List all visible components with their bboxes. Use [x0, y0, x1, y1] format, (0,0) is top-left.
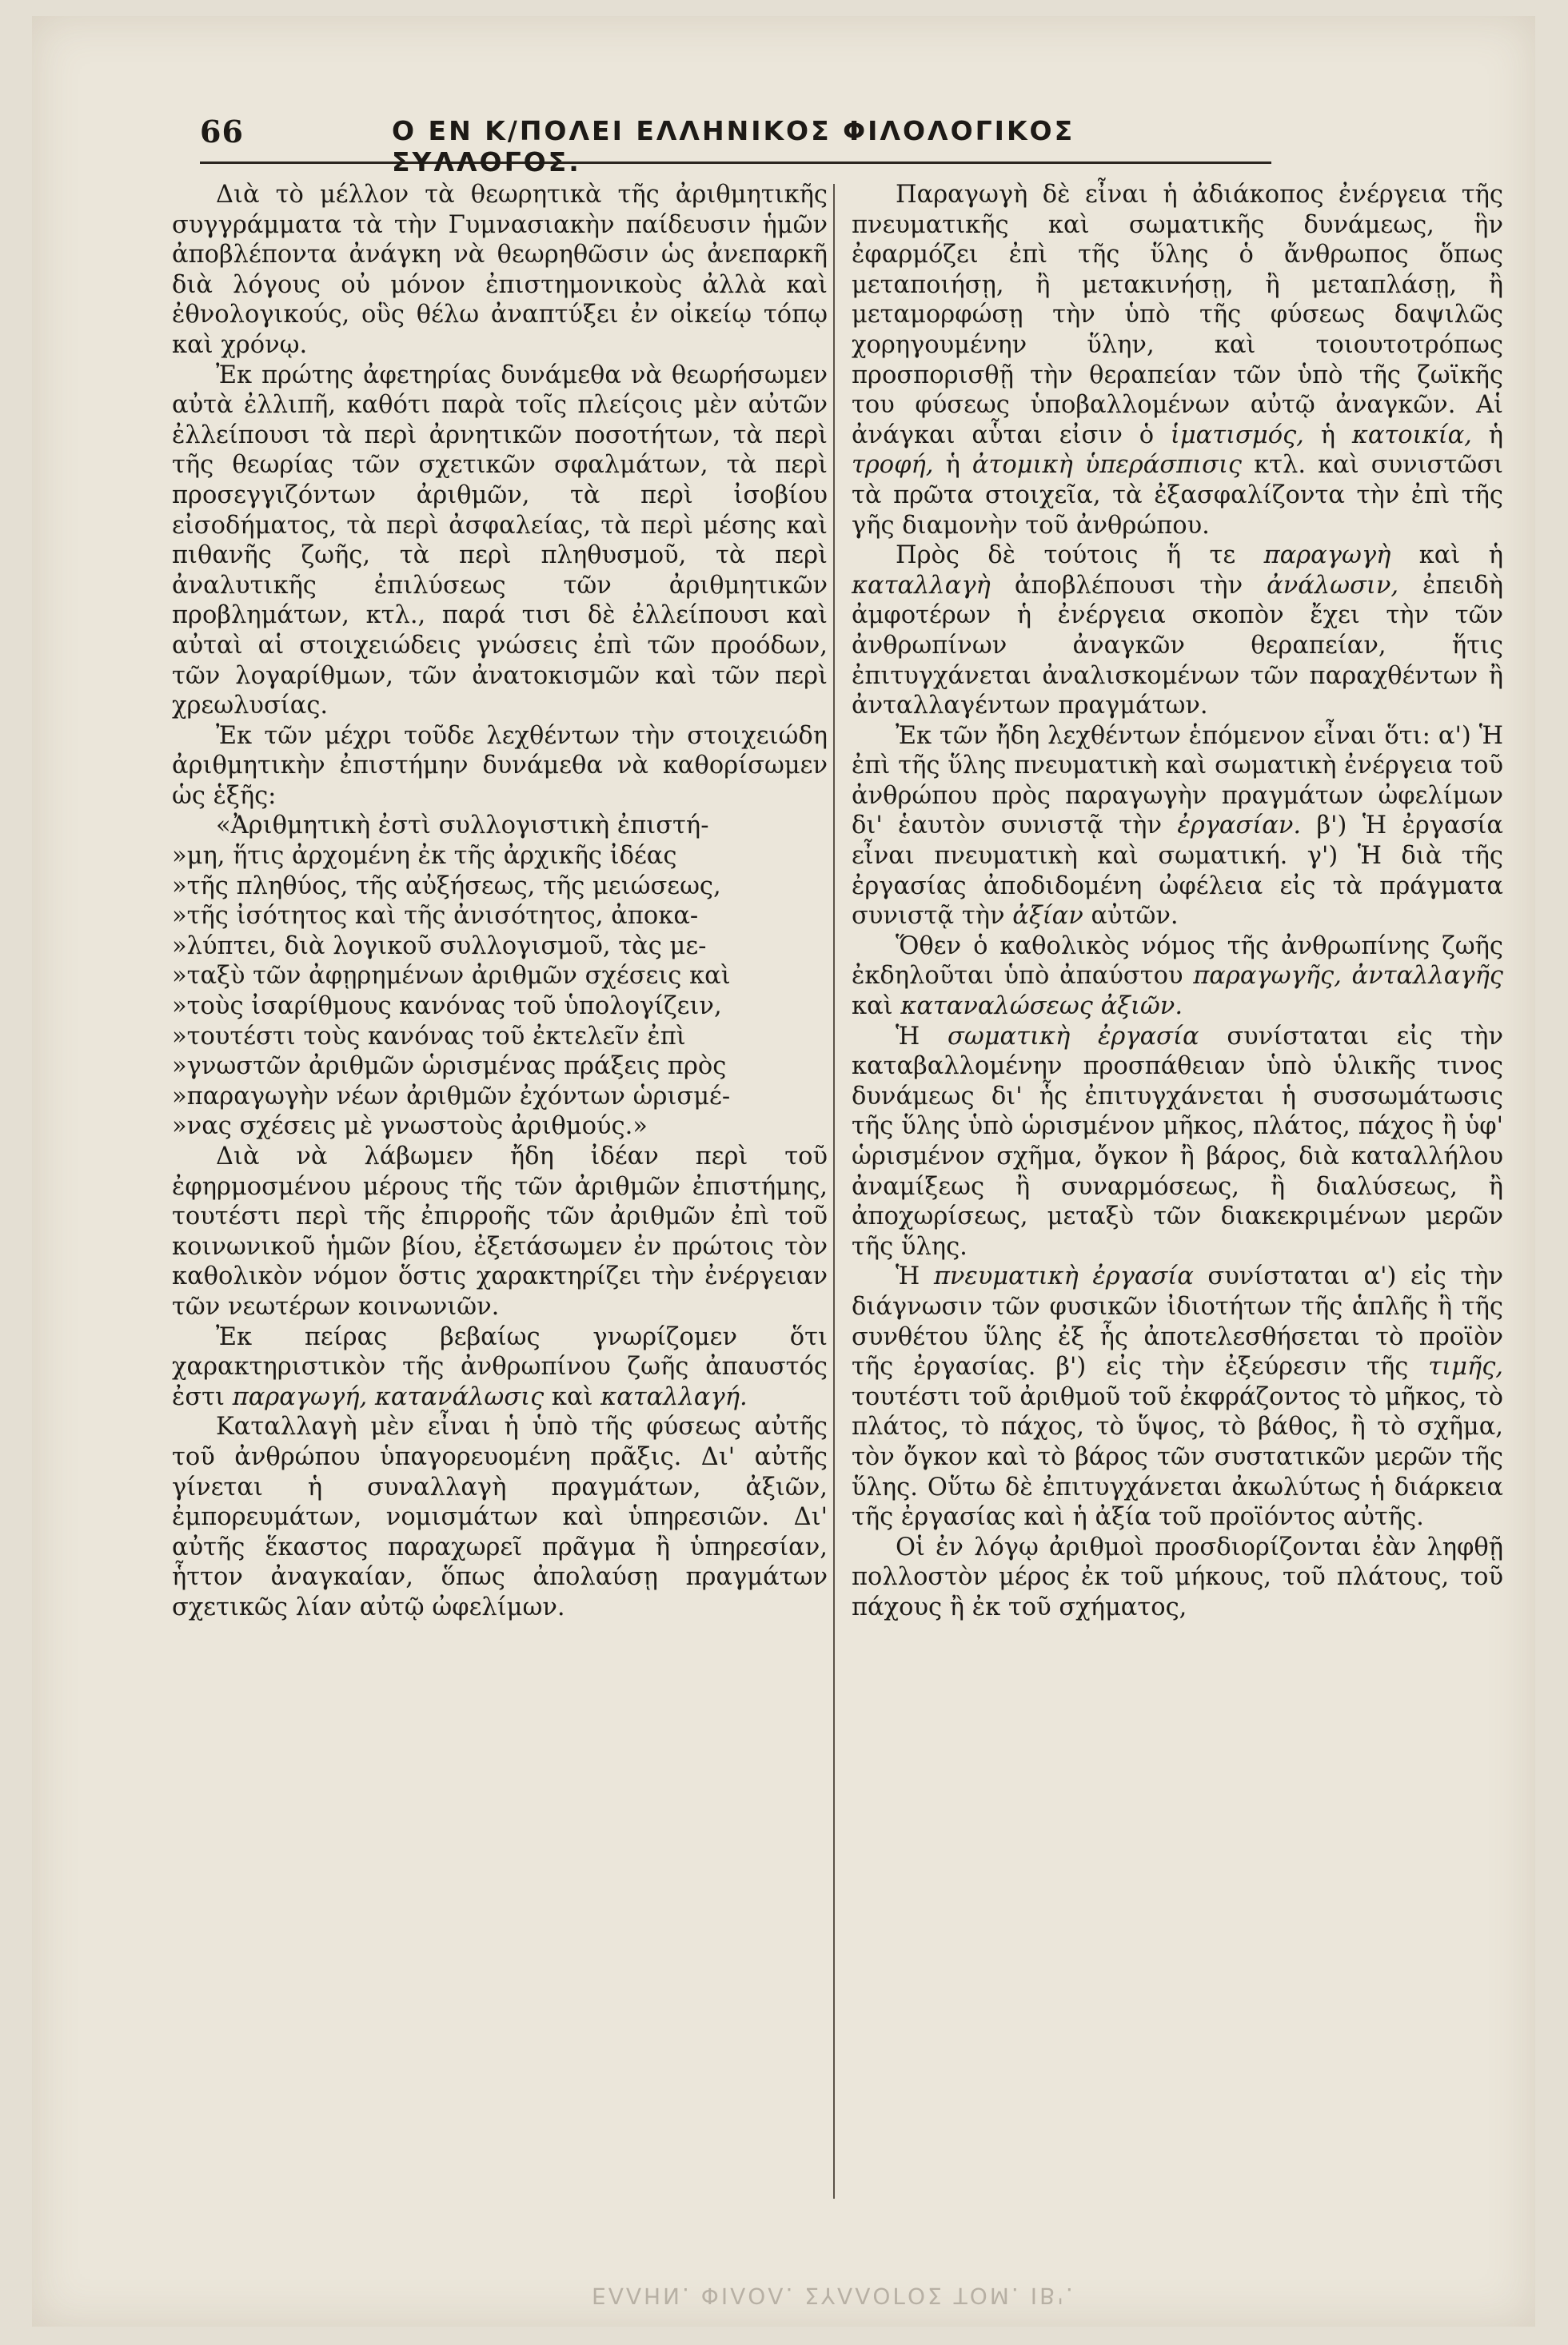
paragraph: Ἐκ πρώτης ἀφετηρίας δυνάμεθα νὰ θεωρήσωμεν αὐτὰ ἐλλιπῆ, καθότι παρὰ τοῖς πλείςοις μὲν αὐτῶν ἐλλείπουσι τὰ περὶ ἀρνητικῶν ποσοτήτων, τὰ περὶ τῆς θεωρίας τῶν σχετικῶν σφαλμάτων, τὰ περὶ προσεγγιζόντων ἀριθμῶν, τὰ περὶ ἰσοβίου εἰσοδήματος, τὰ περὶ ἀσφαλείας, τὰ περὶ μέσης καὶ πιθανῆς ζωῆς, τὰ περὶ πληθυσμοῦ, τὰ περὶ ἀναλυτικῆς ἐπιλύσεως τῶν ἀριθμητικῶν προβλημάτων, κτλ., παρά τισι δὲ ἐλλείπουσι καὶ αὐταὶ αἱ στοιχειώδεις γνώσεις ἐπὶ τῶν προόδων, τῶν λογαρίθμων, τῶν ἀνατοκισμῶν καὶ τῶν περὶ χρεωλυσίας.: [172, 361, 828, 720]
running-header: [200, 114, 1271, 177]
quote-line: »μη, ἥτις ἀρχομένη ἐκ τῆς ἀρχικῆς ἰδέας: [172, 842, 677, 871]
text-run: συνίσταται εἰς τὴν καταβαλλομένην προσπάθειαν ὑπὸ ὑλικῆς τινος δυνάμεως δι' ἧς ἐπιτυγχάνεται ἡ συσσωμάτωσις τῆς ὕλης ὑπὸ ὡρισμένον μῆκος, πλάτος, πάχος ἢ ὑφ' ὡρισμένον σχῆμα, ὄγκον ἢ βάρος, διὰ καταλλήλου ἀναμίξεως ἢ συναρμόσεως, ἢ διαλύσεως, ἢ ἀποχωρίσεως, μεταξὺ τῶν διακεκριμένων μερῶν τῆς ὕλης.: [852, 1022, 1503, 1261]
quote-line: »νας σχέσεις μὲ γνωστοὺς ἀριθμούς.»: [172, 1112, 648, 1141]
text-run: ἡ: [1488, 421, 1503, 449]
right-column: [852, 180, 1503, 1623]
italic-term: καταναλώσεως ἀξιῶν.: [900, 992, 1183, 1021]
italic-term: ἀτομικὴ ὑπεράσπισις: [972, 451, 1243, 480]
left-column: [172, 180, 828, 1623]
text-run: Ἐκ τῶν ἤδη λεχθέντων ἑπόμενον εἶναι ὅτι: α') Ἡ ἐπὶ τῆς ὕλης πνευματικὴ καὶ σωματικὴ ἐνέργεια τοῦ ἀνθρώπου πρὸς παραγωγὴν πραγμάτων ὠφελίμων δι' ἑαυτὸν συνιστᾷ τὴν: [852, 721, 1503, 840]
paragraph: Διὰ τὸ μέλλον τὰ θεωρητικὰ τῆς ἀριθμητικῆς συγγράμματα τὰ τὴν Γυμνασιακὴν παίδευσιν ἡμῶν ἀποβλέποντα ἀνάγκη νὰ θεωρηθῶσιν ὡς ἀνεπαρκῆ διὰ λόγους οὐ μόνον ἐπιστημονικοὺς ἀλλὰ καὶ ἐθνολογικούς, οὓς θέλω ἀναπτύξει ἐν οἰκείῳ τόπῳ καὶ χρόνῳ.: [172, 181, 828, 359]
italic-term: παραγωγὴ: [1263, 541, 1391, 570]
text-run: Ἡ: [896, 1022, 920, 1051]
italic-term: τιμῆς,: [1428, 1353, 1503, 1382]
italic-term: παραγωγή, κατανάλωσις: [232, 1382, 545, 1411]
quote-line: »ταξὺ τῶν ἀφῃρημένων ἀριθμῶν σχέσεις καὶ: [172, 962, 731, 991]
text-run: Ὅθεν ὁ καθολικὸς νόμος τῆς ἀνθρωπίνης ζωῆς ἐκδηλοῦται ὑπὸ ἀπαύστου: [852, 931, 1503, 991]
text-run: Πρὸς δὲ τούτοις ἥ τε: [896, 541, 1236, 570]
paragraph: [852, 721, 1503, 931]
paragraph: Διὰ νὰ λάβωμεν ἤδη ἰδέαν περὶ τοῦ ἐφηρμοσμένου μέρους τῆς τῶν ἀριθμῶν ἐπιστήμης, τουτέστι περὶ τῆς ἐπιρροῆς τῶν ἀριθμῶν ἐπὶ τοῦ κοινωνικοῦ ἡμῶν βίου, ἐξετάσωμεν ἐν πρώτοις τὸν καθολικὸν νόμον ὅστις χαρακτηρίζει τὴν ἐνέργειαν τῶν νεωτέρων κοινωνιῶν.: [172, 1143, 828, 1321]
running-title: Ο ΕΝ Κ/ΠΟΛΕΙ ΕΛΛΗΝΙΚΟΣ ΦΙΛΟΛΟΓΙΚΟΣ ΣΥΛΛΟΓΟΣ.: [392, 115, 1075, 177]
text-run: αὐτῶν.: [1091, 902, 1179, 931]
page-number: 66: [200, 114, 244, 150]
text-run: κτλ. καὶ συνιστῶσι τὰ πρῶτα στοιχεῖα, τὰ ἐξασφαλίζοντα τὴν ἐπὶ τῆς γῆς διαμονὴν τοῦ ἀνθρώπου.: [852, 451, 1503, 540]
paragraph: [852, 931, 1503, 1022]
paragraph: Οἱ ἐν λόγῳ ἀριθμοὶ προσδιορίζονται ἐὰν ληφθῇ πολλοστὸν μέρος ἐκ τοῦ μήκους, τοῦ πλάτους, τοῦ πάχους ἢ ἐκ τοῦ σχήματος,: [852, 1533, 1503, 1621]
bleed-through-text: ΕΛΛΗΝ. ΦΙΛΟΛ. ΣΥΛΛΟΓΟΣ ΤΟΜ. ΙΒ'.: [592, 2283, 1075, 2309]
text-run: καὶ: [551, 1382, 593, 1411]
quote-line: «Ἀριθμητικὴ ἐστὶ συλλογιστικὴ ἐπιστή-: [216, 812, 709, 840]
paragraph: [852, 1262, 1503, 1532]
document-page: [32, 16, 1535, 2327]
italic-term: τροφή,: [852, 451, 934, 480]
italic-term: πνευματικὴ ἐργασία: [933, 1262, 1194, 1291]
text-run: ἀποβλέπουσι τὴν: [1014, 571, 1243, 600]
text-run: τουτέστι τοῦ ἀριθμοῦ τοῦ ἐκφράζοντος τὸ μῆκος, τὸ πλάτος, τὸ πάχος, τὸ ὕψος, τὸ βάθος, ἢ τὸ σχῆμα, τὸν ὄγκον καὶ τὸ βάρος τῶν συστατικῶν μερῶν τῆς ὕλης. Οὕτω δὲ ἐπιτυγχάνεται ἀκωλύτως ἡ διάρκεια τῆς ἐργασίας καὶ ἡ ἀξία τοῦ προϊόντος αὐτῆς.: [852, 1382, 1503, 1532]
italic-term: κατοικία,: [1351, 421, 1472, 449]
quote-line: »παραγωγὴν νέων ἀριθμῶν ἐχόντων ὡρισμέ-: [172, 1082, 731, 1111]
text-run: ἡ: [945, 451, 960, 480]
paragraph: [852, 180, 1503, 540]
definition-quote: [172, 811, 828, 1142]
paragraph: [852, 540, 1503, 721]
text-run: καὶ ἡ: [1418, 541, 1503, 570]
text-run: καὶ: [852, 992, 893, 1021]
italic-term: ἱματισμός,: [1170, 421, 1304, 449]
italic-term: παραγωγῆς, ἀνταλλαγῆς: [1193, 962, 1503, 991]
paragraph: [172, 1322, 828, 1413]
quote-line: »τῆς ἰσότητος καὶ τῆς ἀνισότητος, ἀποκα-: [172, 902, 699, 931]
italic-term: ἀνάλωσιν,: [1267, 571, 1399, 600]
italic-term: ἀξίαν: [1012, 902, 1083, 931]
quote-line: »λύπτει, διὰ λογικοῦ συλλογισμοῦ, τὰς με-: [172, 931, 707, 960]
text-run: Ἡ: [896, 1262, 920, 1291]
paragraph: Ἐκ τῶν μέχρι τοῦδε λεχθέντων τὴν στοιχειώδη ἀριθμητικὴν ἐπιστήμην δυνάμεθα νὰ καθορίσωμεν ὡς ἑξῆς:: [172, 721, 828, 810]
paragraph: [852, 1022, 1503, 1262]
text-run: ἡ: [1320, 421, 1335, 449]
text-run: β') Ἡ ἐργασία εἶναι πνευματικὴ καὶ σωματική. γ') Ἡ διὰ τῆς ἐργασίας ἀποδιδομένη ὠφέλεια εἰς τὰ πράγματα συνιστᾷ τὴν: [852, 812, 1503, 931]
paragraph: Καταλλαγὴ μὲν εἶναι ἡ ὑπὸ τῆς φύσεως αὐτῆς τοῦ ἀνθρώπου ὑπαγορευομένη πρᾶξις. Δι' αὐτῆς γίνεται ἡ συναλλαγὴ πραγμάτων, ἀξιῶν, ἐμπορευμάτων, νομισμάτων καὶ ὑπηρεσιῶν. Δι' αὐτῆς ἕκαστος παραχωρεῖ πρᾶγμα ἢ ὑπηρεσίαν, ἧττον ἀναγκαίαν, ὅπως ἀπολαύσῃ πραγμάτων σχετικῶς λίαν αὐτῷ ὠφελίμων.: [172, 1413, 828, 1621]
italic-term: ἐργασίαν.: [1177, 812, 1302, 840]
italic-term: σωματικὴ ἐργασία: [948, 1022, 1199, 1051]
quote-line: »τουτέστι τοὺς κανόνας τοῦ ἐκτελεῖν ἐπὶ: [172, 1022, 686, 1051]
text-run: Παραγωγὴ δὲ εἶναι ἡ ἀδιάκοπος ἐνέργεια τῆς πνευματικῆς καὶ σωματικῆς δυνάμεως, ἣν ἐφαρμόζει ἐπὶ τῆς ὕλης ὁ ἄνθρωπος ὅπως μεταποιήσῃ, ἢ μετακινήσῃ, ἢ μεταπλάσῃ, ἢ μεταμορφώσῃ τὴν ὑπὸ τῆς φύσεως δαψιλῶς χορηγουμένην ὕλην, καὶ τοιουτοτρόπως προσπορισθῇ τὴν θεραπείαν τῶν ὑπὸ τῆς ζωϊκῆς του φύσεως ὑποβαλλομένων αὐτῷ ἀναγκῶν. Αἱ ἀνάγκαι αὗται εἰσιν ὁ: [852, 181, 1503, 449]
quote-line: »τῆς πληθύος, τῆς αὐξήσεως, τῆς μειώσεως,: [172, 871, 721, 900]
italic-term: καταλλαγή.: [600, 1382, 748, 1411]
quote-line: »γνωστῶν ἀριθμῶν ὡρισμένας πράξεις πρὸς: [172, 1052, 727, 1081]
italic-term: καταλλαγὴ: [852, 571, 991, 600]
text-run: συνίσταται α') εἰς τὴν διάγνωσιν τῶν φυσικῶν ἰδιοτήτων τῆς ἁπλῆς ἢ τῆς συνθέτου ὕλης ἐξ ἧς ἀποτελεσθήσεται τὸ προϊὸν τῆς ἐργασίας. β') εἰς τὴν ἐξεύρεσιν τῆς: [852, 1262, 1504, 1382]
column-divider: [833, 184, 835, 2199]
text-run: ἐπειδὴ ἀμφοτέρων ἡ ἐνέργεια σκοπὸν ἔχει τὴν τῶν ἀνθρωπίνων ἀναγκῶν θεραπείαν, ἥτις ἐπιτυγχάνεται ἀναλισκομένων τῶν παραχθέντων ἢ ἀνταλλαγέντων πραγμάτων.: [852, 571, 1503, 720]
quote-line: »τοὺς ἰσαρίθμους κανόνας τοῦ ὑπολογίζειν,: [172, 992, 722, 1021]
text-run: Ἐκ πείρας βεβαίως γνωρίζομεν ὅτι χαρακτηριστικὸν τῆς ἀνθρωπίνου ζωῆς ἀπαυστός ἐστι: [172, 1322, 828, 1411]
